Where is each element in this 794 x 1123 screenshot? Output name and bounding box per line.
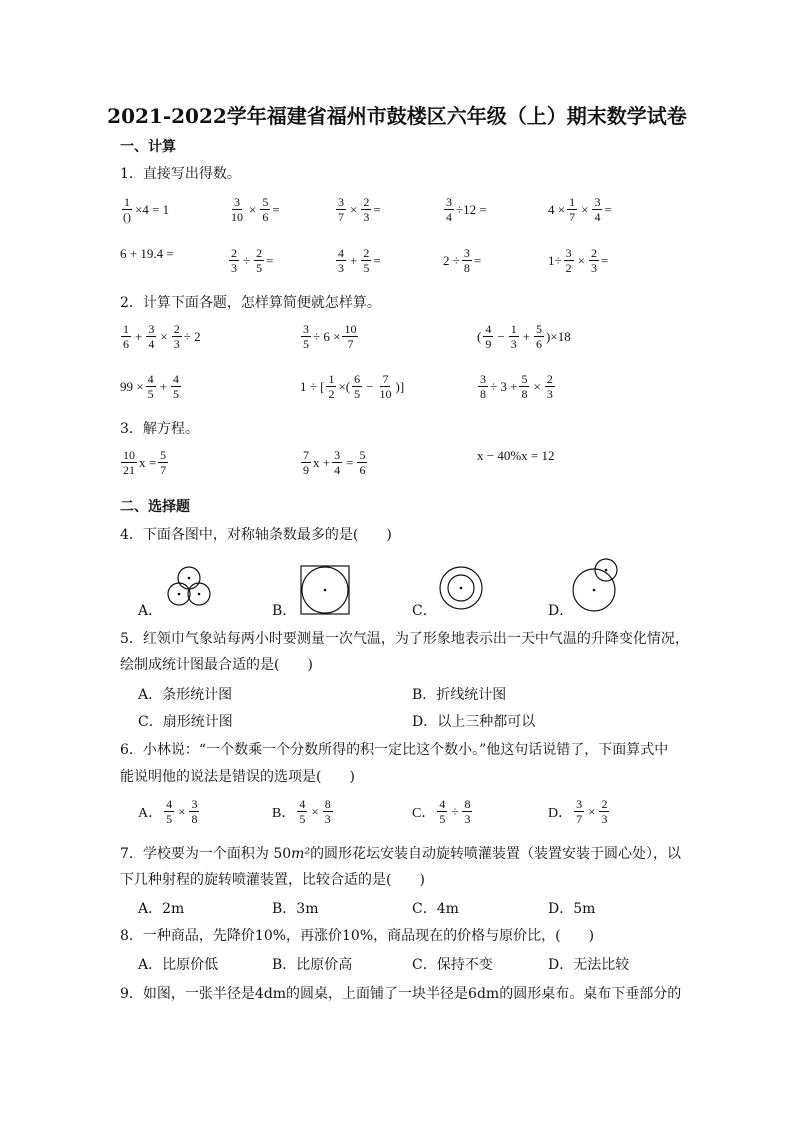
question-9: 9．如图，一张半径是4dm的圆桌，上面铺了一块半径是6dm的圆形桌布。桌布下垂部分的 xyxy=(120,986,682,1002)
q5-option-d: D．以上三种都可以 xyxy=(412,714,536,730)
math-q1-5: 4 × $\frac{1}{7}$ × $\frac{3}{4}$ = xyxy=(548,195,612,224)
question-6-line-2: 能说明他的说法是错误的选项是( ) xyxy=(120,769,355,785)
q8-option-c: C．保持不变 xyxy=(412,957,493,973)
q7-option-d: D．5m xyxy=(548,901,596,917)
q6-option-a: A． $\frac{4}{5}$ × $\frac{3}{8}$ xyxy=(138,797,198,826)
q4-option-b-label: B． xyxy=(272,603,297,619)
q6-option-d: D． $\frac{3}{7}$ × $\frac{2}{3}$ xyxy=(548,797,608,826)
math-q2-5: 1 ÷ [ $\frac{1}{2}$ ×( 6 5 − $\frac{7}{10}$ )] xyxy=(300,372,405,401)
page-title: 2021-2022学年福建省福州市鼓楼区六年级（上）期末数学试卷 xyxy=(107,104,687,128)
q8-option-a: A．比原价低 xyxy=(138,957,219,973)
math-q2-1: 1 6 + $\frac{3}{4}$ × $\frac{2}{3}$ ÷ 2 xyxy=(123,322,201,351)
math-q1-1: 1 () ×4 = 1 xyxy=(123,195,170,224)
math-q2-4: 99 × $\frac{4}{5}$ + $\frac{4}{5}$ xyxy=(120,372,179,401)
equation-2: 7 9 x + $\frac{3}{4}$ = $\frac{5}{6}$ xyxy=(303,448,366,477)
question-3: 3．解方程。 xyxy=(120,421,199,437)
question-4: 4．下面各图中，对称轴条数最多的是( ) xyxy=(120,527,392,543)
math-q2-3: ( 4 9 − $\frac{1}{3}$ + $\frac{5}{6}$ )×18 xyxy=(477,322,571,351)
q5-option-a: A．条形统计图 xyxy=(138,687,233,703)
question-2: 2．计算下面各题，怎样算简便就怎样算。 xyxy=(120,295,381,311)
math-q1-3: $\frac{3}{7}$ × $\frac{2}{3}$ = xyxy=(338,195,381,224)
q5-option-c: C．扇形统计图 xyxy=(138,714,233,730)
math-q1-9: 2 ÷ $\frac{3}{8}$ = xyxy=(443,246,482,275)
question-8: 8．一种商品，先降价10%，再涨价10%，商品现在的价格与原价比，( ) xyxy=(120,928,595,944)
q4-option-c-label: C． xyxy=(412,603,437,619)
math-q2-2: $\frac{3}{5}$ ÷ 6 × $\frac{10}{7}$ xyxy=(303,322,357,351)
q5-option-b: B．折线统计图 xyxy=(412,687,507,703)
q4-figure-c xyxy=(438,565,484,611)
math-q1-8: 4 3 + $\frac{2}{5}$ = xyxy=(338,246,381,275)
question-5-line-2: 绘制成统计图最合适的是( ) xyxy=(120,657,313,673)
q4-figure-a xyxy=(163,564,215,612)
equation-3: x − 40%x = 12 xyxy=(477,448,555,463)
q8-option-d: D．无法比较 xyxy=(548,957,630,973)
question-6-line-1: 6．小林说：“一个数乘一个分数所得的积一定比这个数小。”他这句话说错了，下面算式中 xyxy=(120,742,669,758)
math-q1-4: $\frac{3}{4}$ ÷12 = xyxy=(446,195,487,224)
math-q2-6: $\frac{3}{8}$ ÷ 3 + $\frac{5}{8}$ × $\frac{2}{3}$ xyxy=(480,372,553,401)
q6-option-b: B． $\frac{4}{5}$ × $\frac{8}{3}$ xyxy=(272,797,331,826)
q7-option-b: B．3m xyxy=(272,901,319,917)
q7-option-a: A．2m xyxy=(138,901,185,917)
q4-figure-d xyxy=(570,556,624,614)
q8-option-b: B．比原价高 xyxy=(272,957,353,973)
math-q1-6: 6 + 19.4 = xyxy=(120,246,174,261)
math-q1-2: $\frac{3}{10}$ × $\frac{5}{6}$ = xyxy=(231,195,280,224)
equation-1: 10 21 x = $\frac{5}{7}$ xyxy=(123,448,167,477)
math-q1-10: 1÷ $\frac{3}{2}$ × $\frac{2}{3}$ = xyxy=(548,246,609,275)
q4-option-d-label: D． xyxy=(548,603,574,619)
section-heading-calc: 一、计算 xyxy=(120,139,176,155)
q6-option-c: C． $\frac{4}{5}$ ÷ $\frac{8}{3}$ xyxy=(412,797,471,826)
question-7-line-2: 下几种射程的旋转喷灌装置，比较合适的是( ) xyxy=(120,872,425,888)
question-5-line-1: 5．红领巾气象站每两小时要测量一次气温，为了形象地表示出一天中气温的升降变化情况， xyxy=(120,631,689,647)
question-1: 1．直接写出得数。 xyxy=(120,166,241,182)
q7-option-c: C．4m xyxy=(412,901,459,917)
question-7-line-1: 7．学校要为一个面积为 50m²的圆形花坛安装自动旋转喷灌装置（装置安装于圆心处），以 xyxy=(120,846,682,862)
section-heading-choice: 二、选择题 xyxy=(120,499,190,515)
q4-option-a-label: A． xyxy=(138,603,163,619)
math-q1-7: $\frac{2}{3}$ ÷ $\frac{2}{5}$ = xyxy=(231,246,274,275)
q4-figure-b xyxy=(300,565,350,615)
